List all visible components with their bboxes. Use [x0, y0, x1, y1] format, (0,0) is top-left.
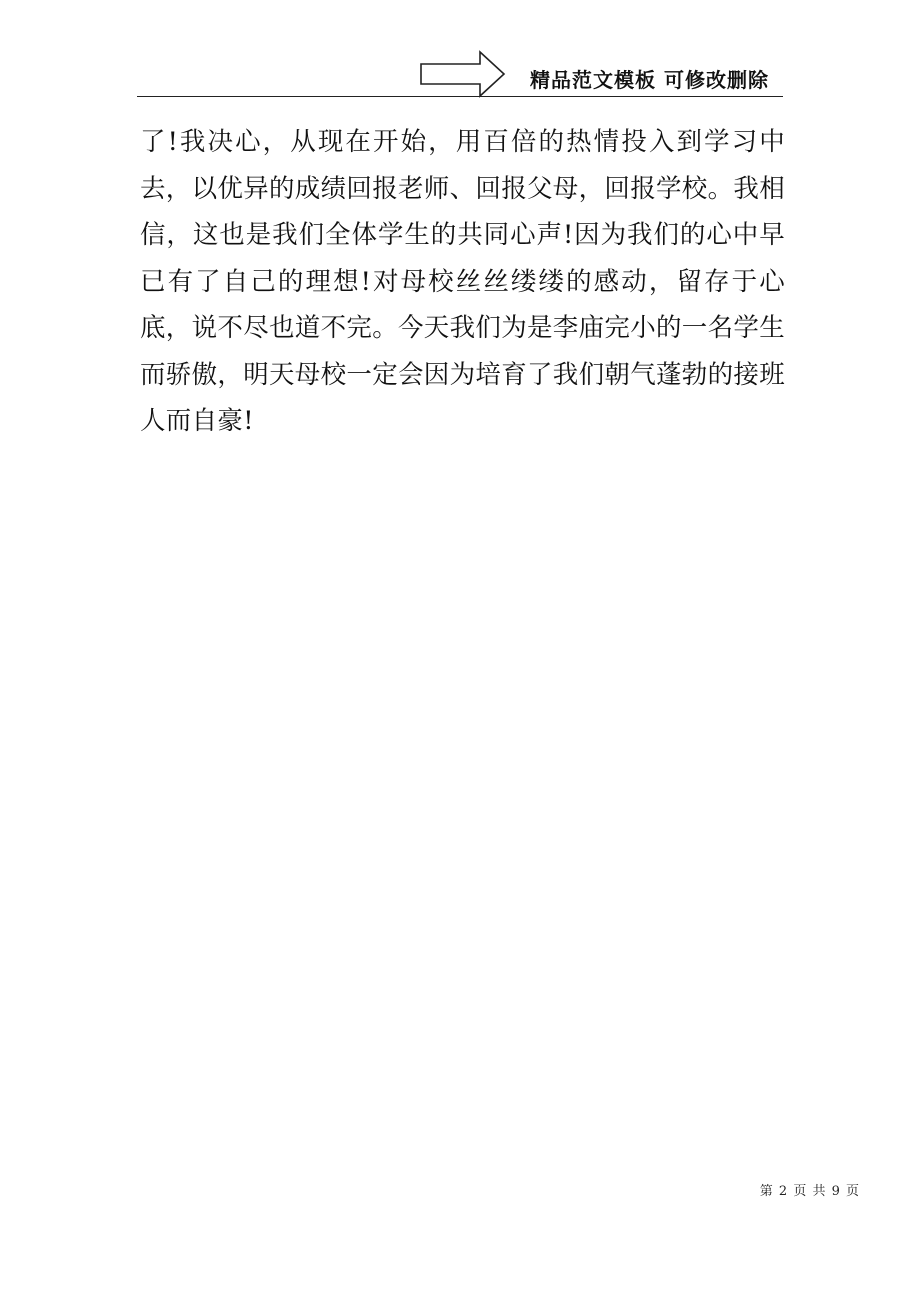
arrow-right-outline-icon	[420, 50, 506, 98]
header-divider	[137, 96, 783, 97]
page-number: 第 2 页 共 9 页	[759, 1184, 860, 1199]
paragraph-1: 了!我决心，从现在开始，用百倍的热情投入到学习中去，以优异的成绩回报老师、回报父母，回报学校。我相信，这也是我们全体学生的共同心声!因为我们的心中早已有了自己的理想!对母校丝丝缕缕的感动，留存于心底，说不尽也道不完。今天我们为是李庙完小的一名学生而骄傲，明天母校一定会因为培育了我们朝气蓬勃的接班人而自豪!	[140, 127, 786, 436]
body-text	[140, 119, 785, 445]
header-title: 精品范文模板 可修改删除	[530, 68, 769, 92]
